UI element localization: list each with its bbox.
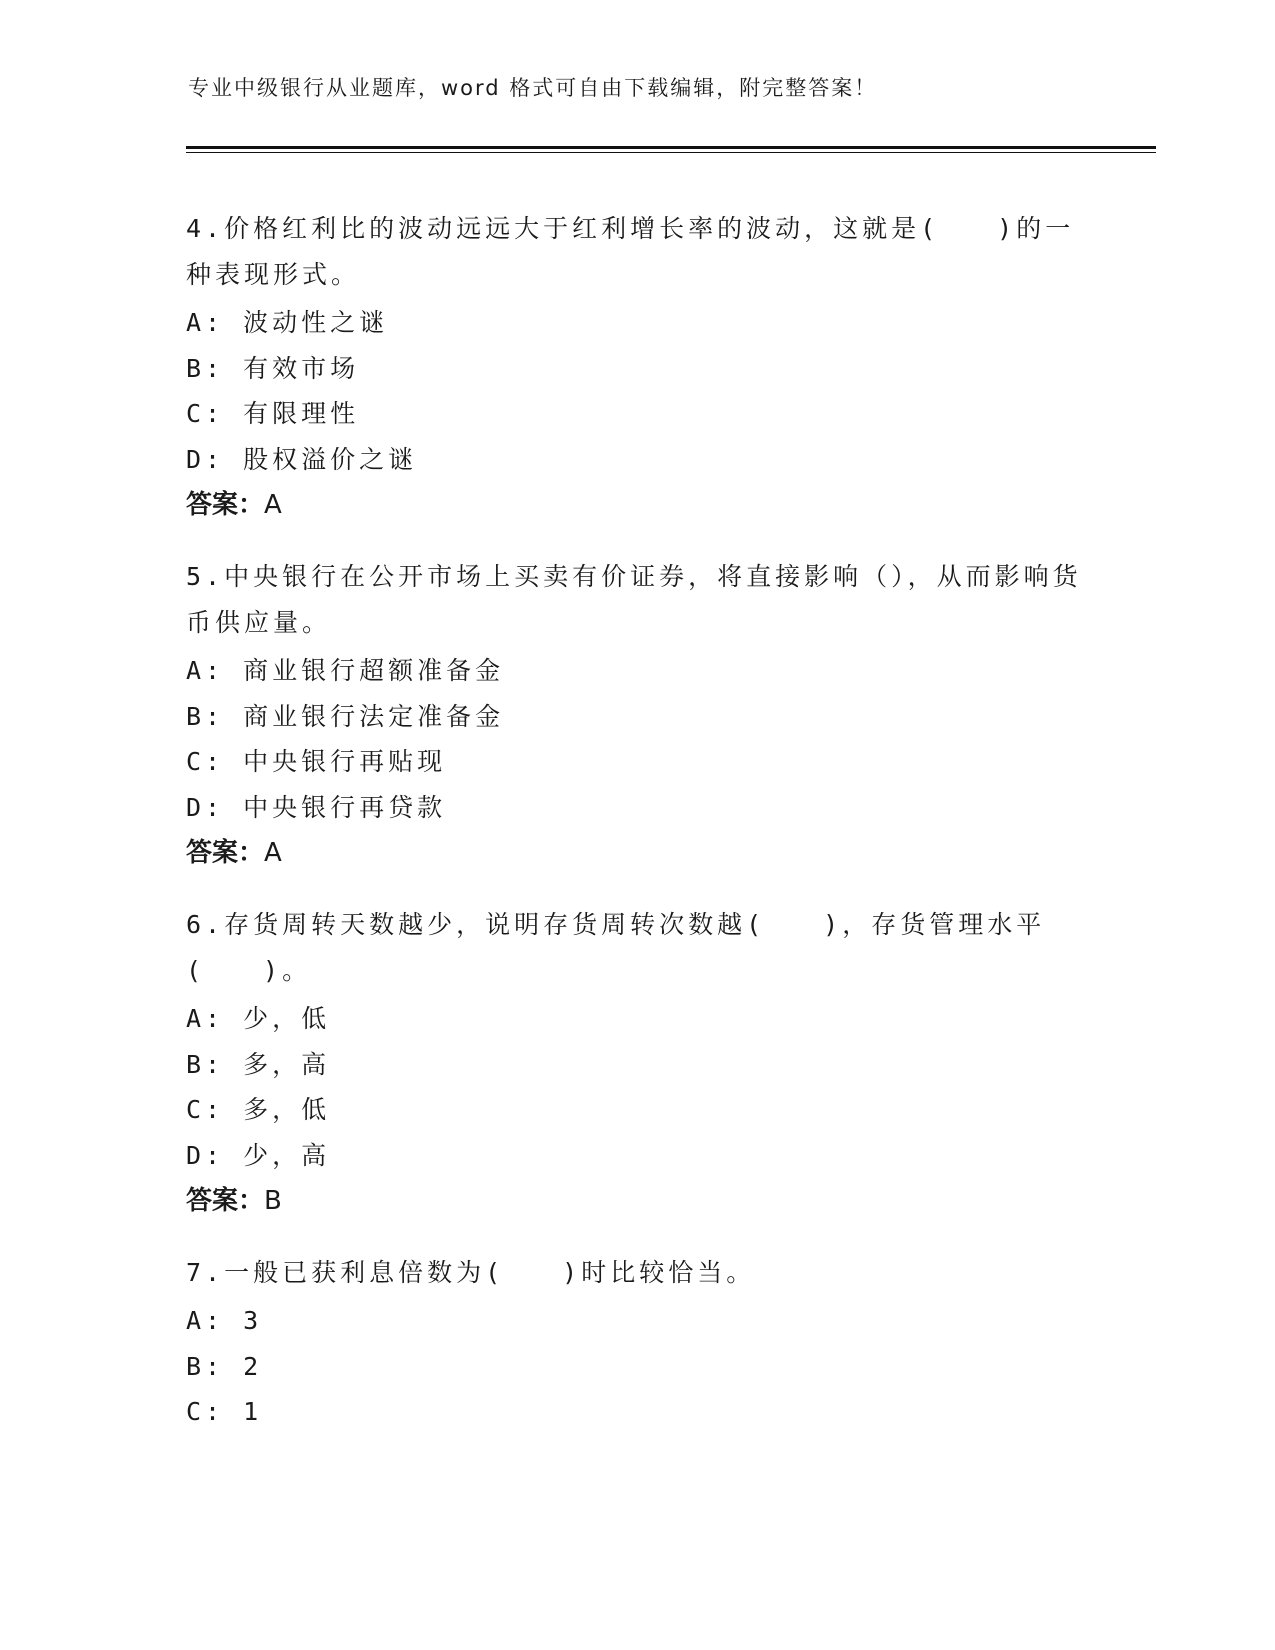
option-a: A: 商业银行超额准备金	[186, 656, 505, 685]
question-5	[186, 554, 1086, 876]
question-list	[186, 206, 1086, 1461]
header-rule-thick	[186, 146, 1156, 149]
option-a: A: 波动性之谜	[186, 308, 389, 337]
answer-label: 答案：	[186, 1186, 265, 1216]
answer-line	[186, 482, 1086, 528]
answer-line	[186, 830, 1086, 876]
answer-value: A	[264, 490, 282, 520]
question-7	[186, 1250, 1086, 1435]
option-d: D: 少，高	[186, 1140, 331, 1170]
question-stem: 6.存货周转天数越少，说明存货周转次数越( )，存货管理水平( )。	[186, 910, 1046, 985]
option-a: A: 少，低	[186, 1004, 331, 1033]
option-b: B: 2	[186, 1351, 263, 1381]
option-b: B: 多，高	[186, 1049, 331, 1079]
question-stem: 4.价格红利比的波动远远大于红利增长率的波动，这就是( )的一种表现形式。	[186, 214, 1075, 289]
answer-value: B	[264, 1186, 282, 1216]
option-c: C: 多，低	[186, 1095, 331, 1124]
answer-label: 答案：	[186, 490, 265, 520]
option-b: B: 有效市场	[186, 353, 360, 383]
question-6	[186, 902, 1086, 1224]
page-header: 专业中级银行从业题库，word 格式可自由下载编辑，附完整答案！	[188, 76, 878, 100]
option-a: A: 3	[186, 1306, 263, 1335]
question-stem: 5.中央银行在公开市场上买卖有价证券，将直接影响（），从而影响货币供应量。	[186, 562, 1082, 637]
option-c: C: 中央银行再贴现	[186, 747, 447, 776]
answer-label: 答案：	[186, 838, 265, 868]
question-4	[186, 206, 1086, 528]
header-rule-thin	[186, 152, 1156, 153]
option-d: D: 中央银行再贷款	[186, 792, 447, 822]
option-b: B: 商业银行法定准备金	[186, 701, 505, 731]
option-c: C: 1	[186, 1397, 263, 1426]
answer-line	[186, 1178, 1086, 1224]
question-stem: 7.一般已获利息倍数为( )时比较恰当。	[186, 1258, 756, 1287]
answer-value: A	[264, 838, 282, 868]
option-d: D: 股权溢价之谜	[186, 444, 418, 474]
option-c: C: 有限理性	[186, 399, 360, 428]
